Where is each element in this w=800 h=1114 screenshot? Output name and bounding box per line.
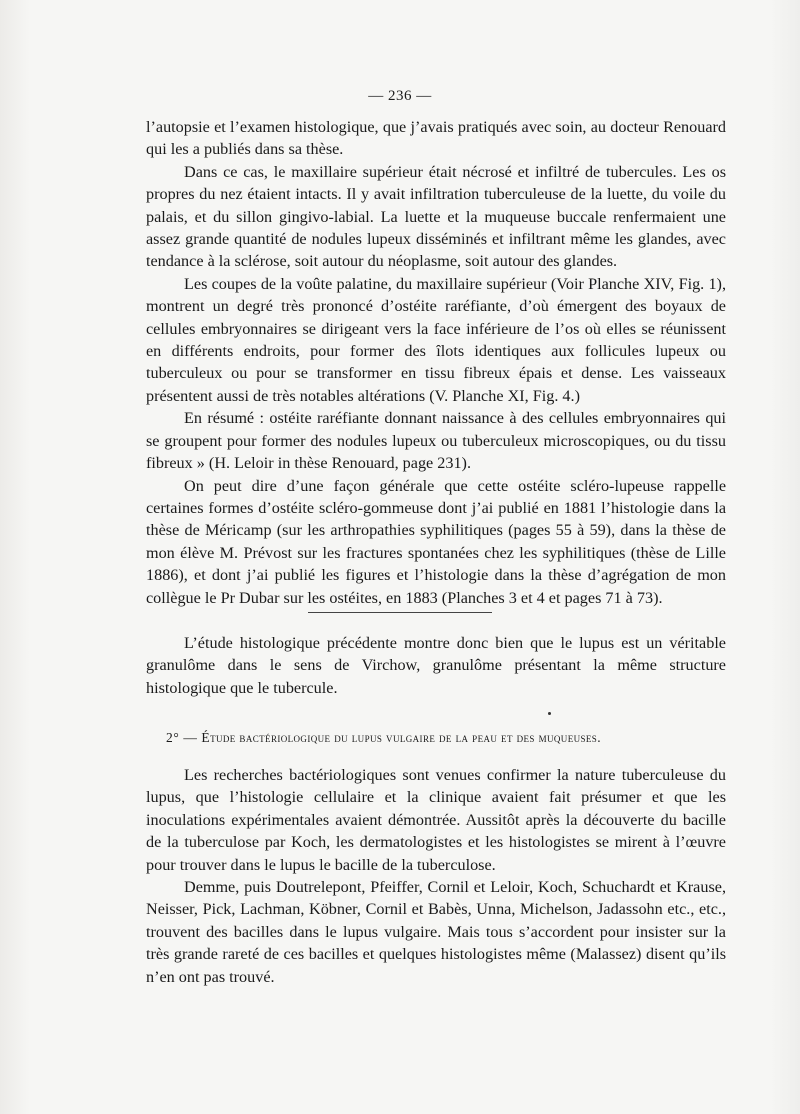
section-heading	[166, 730, 726, 746]
printing-dot-mark	[548, 712, 551, 715]
section-separator-rule	[308, 612, 492, 613]
paragraph-3: Les coupes de la voûte palatine, du maxillaire supérieur (Voir Planche XIV, Fig. 1), montrent un degré très prononcé d’ostéite raréfiante, d’où émergent des boyaux de cellules embryonnaires se dirigeant vers la face inférieure de l’os où elles se réunissent en différents endroits, pour former des îlots identiques aux follicules lupeux ou tuberculeux ou pour se transformer en tissu fibreux épais et dense. Les vaisseaux présentent aussi de très notables altérations (V. Planche XI, Fig. 4.)	[146, 274, 726, 405]
paragraph-8: Demme, puis Doutrelepont, Pfeiffer, Cornil et Leloir, Koch, Schuchardt et Krause, Neisser, Pick, Lachman, Köbner, Cornil et Babès, Unna, Michelson, Jadassohn etc., etc., trouvent des bacilles dans le lupus vulgaire. Mais tous s’accordent pour insister sur la très grande rareté de ces bacilles et quelques histologistes même (Malassez) disent qu’ils n’en ont pas trouvé.	[146, 878, 726, 986]
section-title: Étude bactériologique du lupus vulgaire de la peau et des muqueuses.	[201, 730, 601, 745]
paragraph-1: l’autopsie et l’examen histologique, que j’avais pratiqués avec soin, au docteur Renouard qui les a publiés dans sa thèse.	[146, 118, 726, 159]
paragraph-7: Les recherches bactériologiques sont venues confirmer la nature tuberculeuse du lupus, que l’histologie cellulaire et la clinique avaient fait présumer et que les inoculations expérimentales avaient démontrée. Aussitôt après la découverte du bacille de la tuberculose par Koch, les dermatologistes et les histologistes se mirent à l’œuvre pour trouver dans le lupus le bacille de la tuberculose.	[146, 766, 726, 874]
paragraph-4: En résumé : ostéite raréfiante donnant naissance à des cellules embryonnaires qui se groupent pour former des nodules lupeux ou tuberculeux microscopiques, ou du tissu fibreux » (H. Leloir in thèse Renouard, page 231).	[146, 409, 726, 473]
body-text-bacteriology	[146, 764, 726, 988]
paragraph-5: On peut dire d’une façon générale que cette ostéite scléro-lupeuse rappelle certaines formes d’ostéite scléro-gommeuse dont j’ai publié en 1881 l’histologie dans la thèse de Méricamp (sur les arthropathies syphilitiques (pages 55 à 59), dans la thèse de mon élève M. Prévost sur les fractures spontanées chez les syphilitiques (thèse de Lille 1886), et dont j’ai publié les figures et l’histologie dans la thèse d’agrégation de mon collègue le Pr Dubar sur les ostéites, en 1883 (Planches 3 et 4 et pages 71 à 73).	[146, 476, 726, 607]
body-text-conclusion	[146, 632, 726, 699]
page-number: — 236 —	[368, 88, 432, 104]
paragraph-2: Dans ce cas, le maxillaire supérieur était nécrosé et infiltré de tubercules. Les os propres du nez étaient intacts. Il y avait infiltration tuberculeuse de la luette, du voile du palais, et du sillon gingivo-labial. La luette et la muqueuse buccale renfermaient une assez grande quantité de nodules lupeux disséminés et infiltrant même les glandes, avec tendance à la sclérose, soit autour du néoplasme, soit autour des glandes.	[146, 162, 726, 271]
paragraph-6: L’étude histologique précédente montre donc bien que le lupus est un véritable granulôme dans le sens de Virchow, granulôme présentant la même structure histologique que le tubercule.	[146, 634, 726, 697]
body-text-top	[146, 116, 726, 609]
section-number: 2° —	[166, 730, 198, 745]
